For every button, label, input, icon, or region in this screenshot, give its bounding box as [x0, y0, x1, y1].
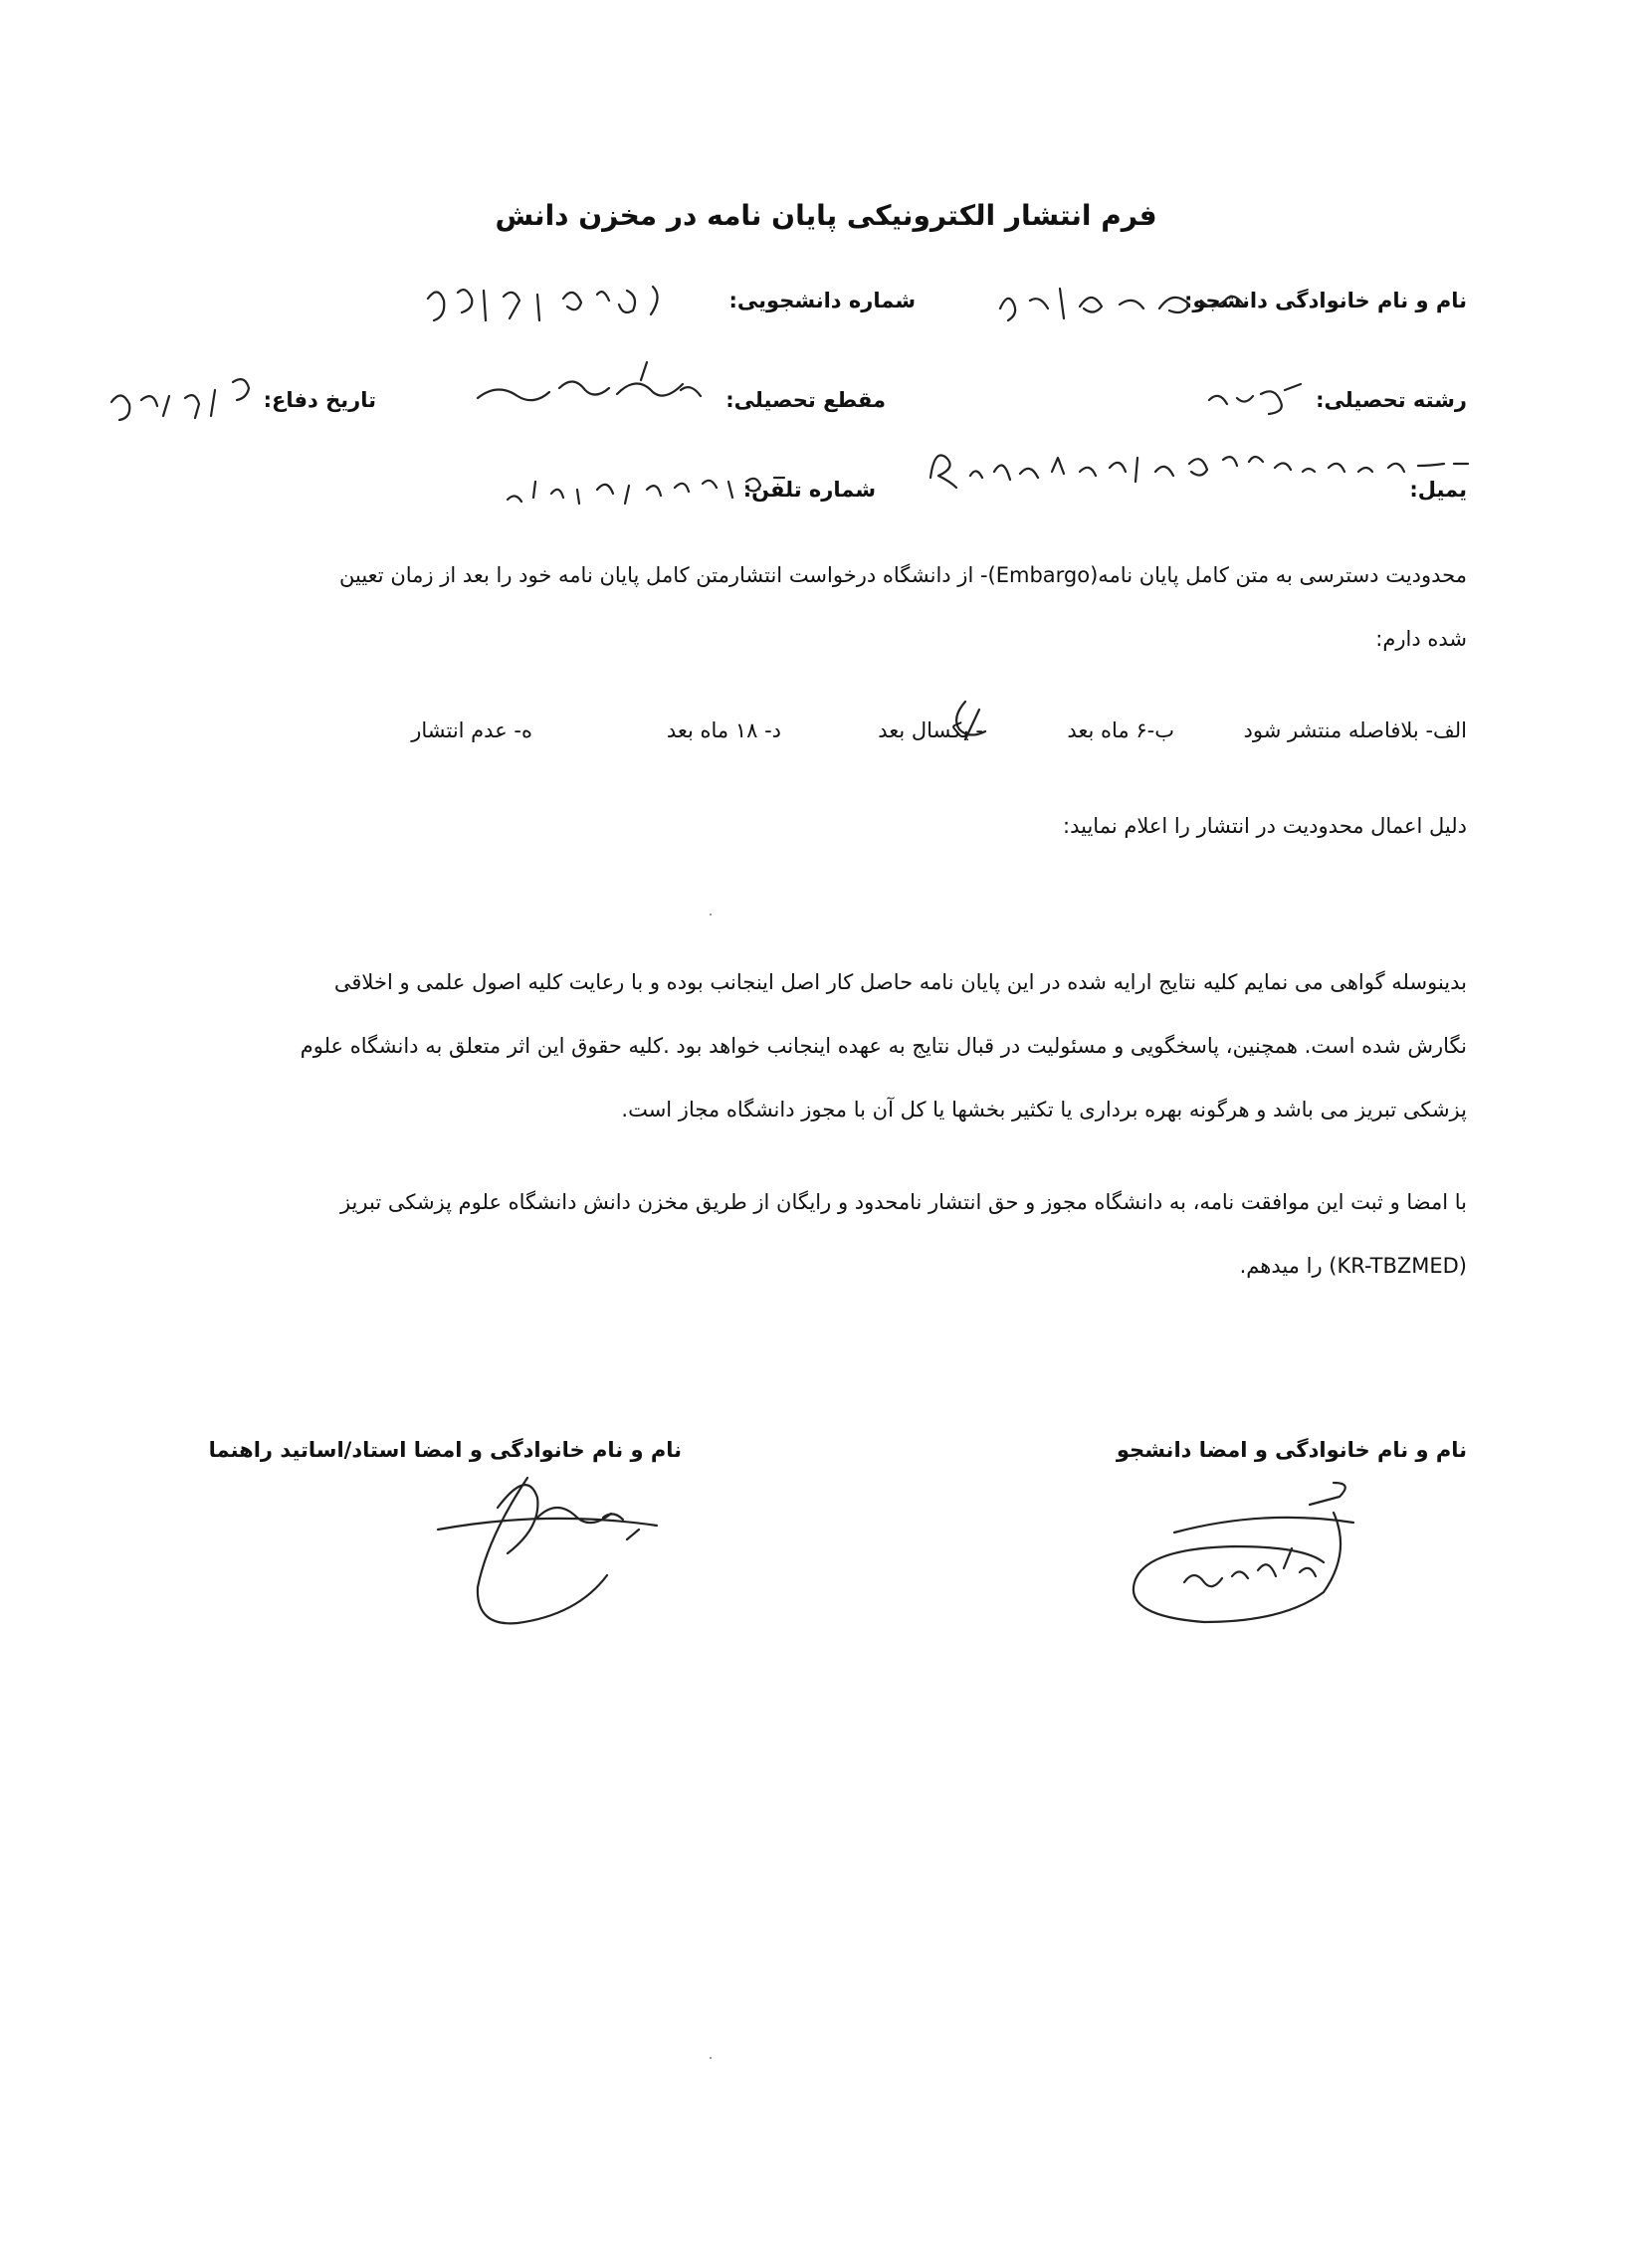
- embargo-reason-label: دلیل اعمال محدودیت در انتشار را اعلام نمایید:: [1063, 814, 1467, 838]
- embargo-option-e[interactable]: ه- عدم انتشار: [411, 718, 532, 742]
- student-signature: [1115, 1473, 1373, 1642]
- major-label: رشته تحصیلی:: [1316, 388, 1467, 412]
- supervisor-signature-label: نام و نام خانوادگی و امضا استاد/اساتید راهنما: [208, 1438, 682, 1462]
- phone-label: شماره تلفن:: [742, 478, 876, 502]
- declaration-line1: بدینوسله گواهی می نمایم کلیه نتایج ارایه شده در این پایان نامه حاصل کار اصل اینجانب بوده و با رعایت کلیه اصول علمی و اخلاقی: [333, 970, 1467, 994]
- student-signature-label: نام و نام خانوادگی و امضا دانشجو: [1116, 1438, 1467, 1462]
- major-handwriting: [1199, 376, 1309, 416]
- email-label: یمیل:: [1409, 478, 1467, 502]
- scan-speck-bottom: [710, 2057, 712, 2059]
- student-name-label: نام و نام خانوادگی دانشجو:: [1183, 289, 1467, 312]
- embargo-text-line1: محدودیت دسترسی به متن کامل پایان نامه(Embargo)- از دانشگاه درخواست انتشارمتن کامل پایان نامه خود را بعد از زمان تعیین: [339, 563, 1467, 587]
- defense-date-label: تاریخ دفاع:: [263, 388, 376, 412]
- declaration-line3: پزشکی تبریز می باشد و هرگونه بهره برداری یا تکثیر بخشها یا کل آن با مجوز دانشگاه مجاز است.: [621, 1098, 1467, 1122]
- declaration-line5: (KR-TBZMED) را میدهم.: [1239, 1254, 1467, 1278]
- email-handwriting: [921, 438, 1478, 498]
- degree-handwriting: [468, 348, 726, 428]
- form-title: فرم انتشار الکترونیکی پایان نامه در مخزن دانش: [495, 199, 1157, 232]
- declaration-line4: با امضا و ثبت این موافقت نامه، به دانشگاه مجوز و حق انتشار نامحدود و رایگان از طریق مخزن دانش دانشگاه علوم پزشکی تبریز: [339, 1190, 1467, 1214]
- embargo-text-line2: شده دارم:: [1375, 627, 1467, 651]
- declaration-line2: نگارش شده است. همچنین، پاسخگویی و مسئولیت در قبال نتایج به عهده اینجانب خواهد بود .کلیه حقوق این اثر متعلق به دانشگاه علوم: [300, 1034, 1467, 1058]
- student-number-handwriting: [418, 277, 677, 326]
- degree-label: مقطع تحصیلی:: [725, 388, 886, 412]
- student-number-label: شماره دانشجویی:: [728, 289, 916, 312]
- embargo-option-a[interactable]: الف- بلافاصله منتشر شود: [1243, 718, 1467, 742]
- student-name-handwriting: [990, 279, 1279, 328]
- phone-handwriting: [498, 460, 796, 519]
- embargo-option-c[interactable]: - یکسال بعد: [878, 718, 983, 742]
- embargo-option-d[interactable]: د- ۱۸ ماه بعد: [666, 718, 781, 742]
- defense-date-handwriting: [100, 368, 269, 428]
- supervisor-signature: [418, 1448, 677, 1637]
- scan-speck: [710, 914, 712, 916]
- embargo-option-b[interactable]: ب-۶ ماه بعد: [1067, 718, 1174, 742]
